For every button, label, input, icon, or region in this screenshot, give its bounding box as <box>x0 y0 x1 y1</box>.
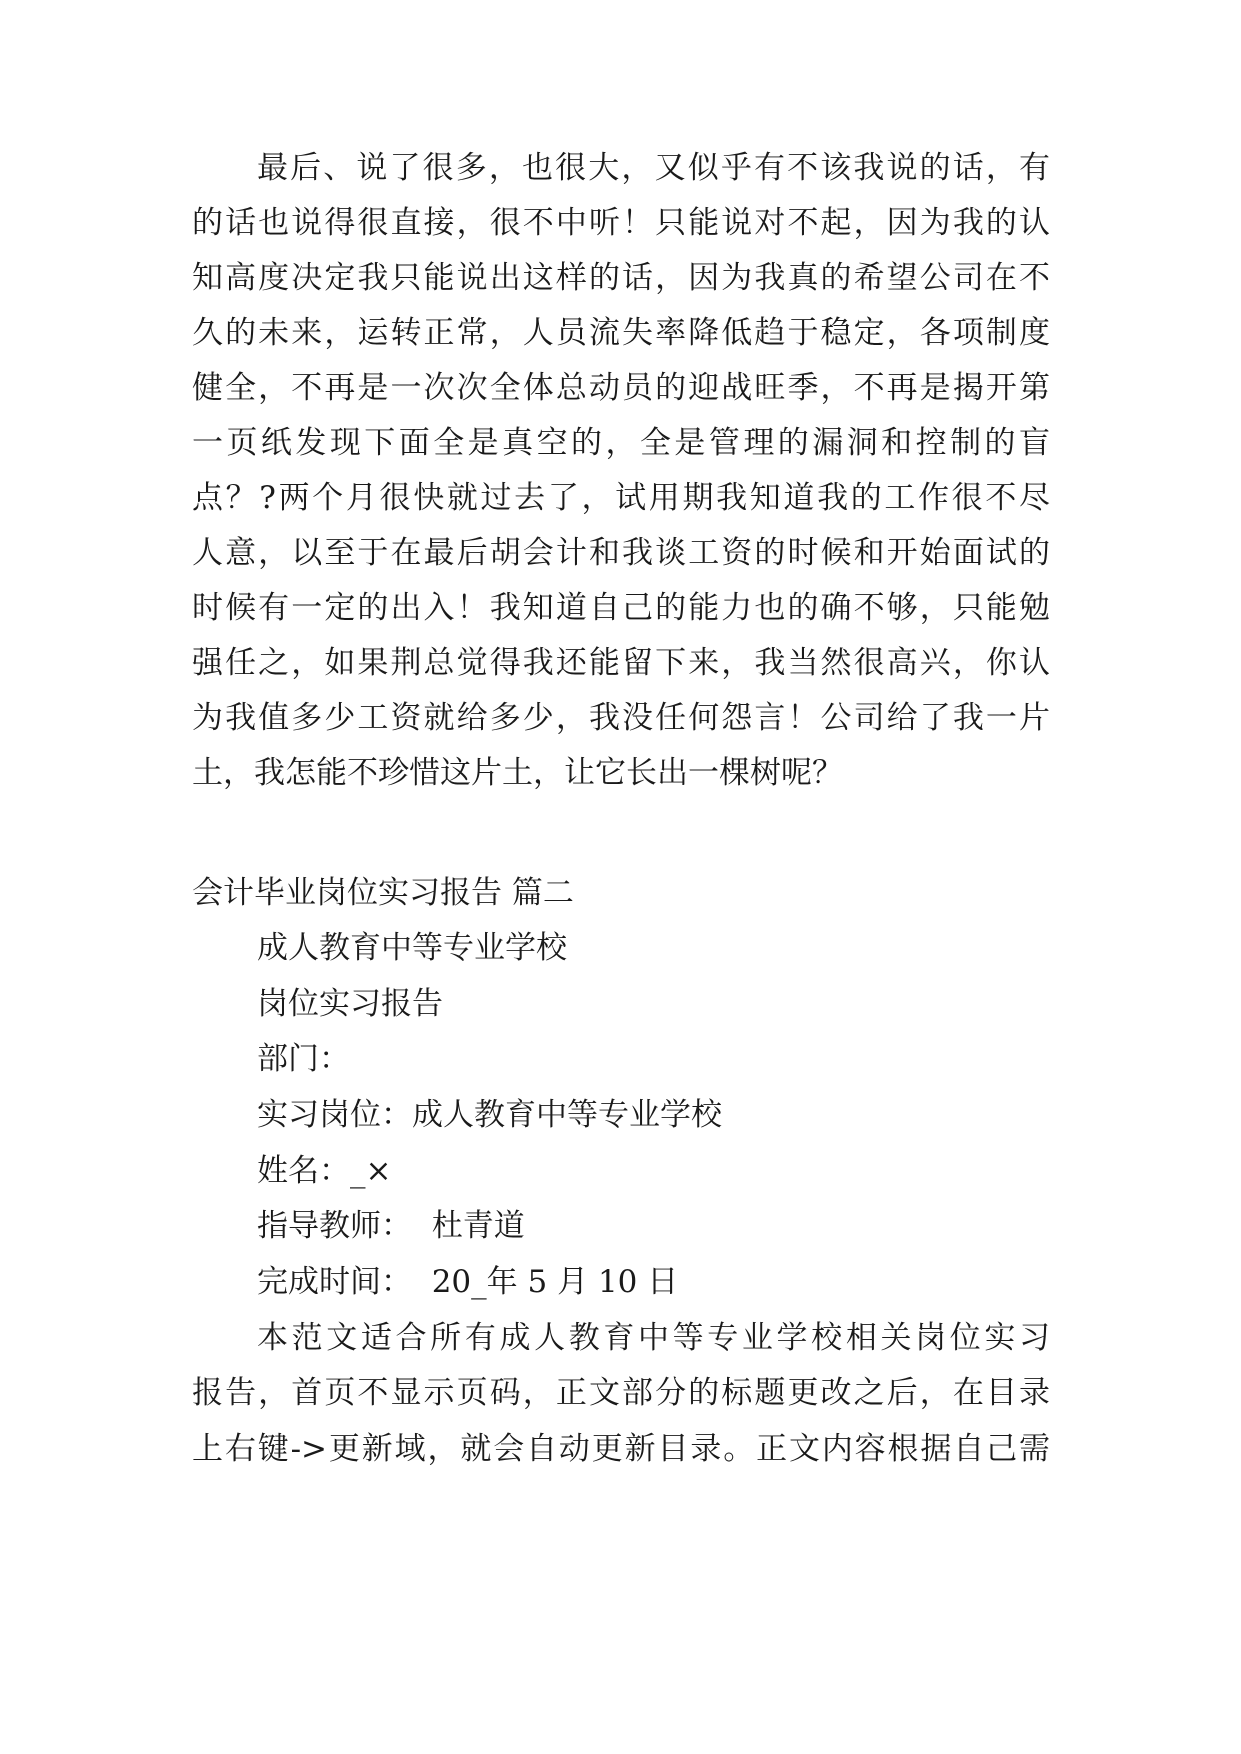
paragraph-line: 人意，以至于在最后胡会计和我谈工资的时候和开始面试的 <box>192 535 1050 571</box>
paragraph-line: 点？?两个月很快就过去了，试用期我知道我的工作很不尽 <box>192 480 1050 516</box>
paragraph-line: 最后、说了很多，也很大，又似乎有不该我说的话，有 <box>257 150 1050 186</box>
paragraph-line: 健全，不再是一次次全体总动员的迎战旺季，不再是揭开第 <box>192 370 1050 406</box>
paragraph-line: 一页纸发现下面全是真空的，全是管理的漏洞和控制的盲 <box>192 425 1050 461</box>
paragraph-line: 本范文适合所有成人教育中等专业学校相关岗位实习 <box>257 1320 1050 1356</box>
name-field: 姓名：_× <box>257 1153 392 1189</box>
paragraph-line: 报告，首页不显示页码，正文部分的标题更改之后，在目录 <box>192 1375 1050 1411</box>
school-name: 成人教育中等专业学校 <box>257 930 567 966</box>
paragraph-line: 知高度决定我只能说出这样的话，因为我真的希望公司在不 <box>192 260 1050 296</box>
completion-date-field: 完成时间： 20_年 5 月 10 日 <box>257 1264 679 1300</box>
department-field: 部门： <box>257 1041 350 1077</box>
paragraph-line: 强任之，如果荆总觉得我还能留下来，我当然很高兴，你认 <box>192 645 1050 681</box>
paragraph-line: 为我值多少工资就给多少，我没任何怨言！公司给了我一片 <box>192 700 1050 736</box>
paragraph-line: 土，我怎能不珍惜这片土，让它长出一棵树呢？ <box>192 755 843 791</box>
paragraph-line: 久的未来，运转正常，人员流失率降低趋于稳定，各项制度 <box>192 315 1050 351</box>
paragraph-line: 上右键->更新域，就会自动更新目录。正文内容根据自己需 <box>192 1431 1050 1467</box>
paragraph-line: 时候有一定的出入！我知道自己的能力也的确不够，只能勉 <box>192 590 1050 626</box>
paragraph-line: 的话也说得很直接，很不中听！只能说对不起，因为我的认 <box>192 205 1050 241</box>
position-field: 实习岗位：成人教育中等专业学校 <box>257 1097 722 1133</box>
section-heading: 会计毕业岗位实习报告 篇二 <box>192 875 574 911</box>
advisor-field: 指导教师： 杜青道 <box>257 1208 525 1244</box>
report-title: 岗位实习报告 <box>257 986 443 1022</box>
